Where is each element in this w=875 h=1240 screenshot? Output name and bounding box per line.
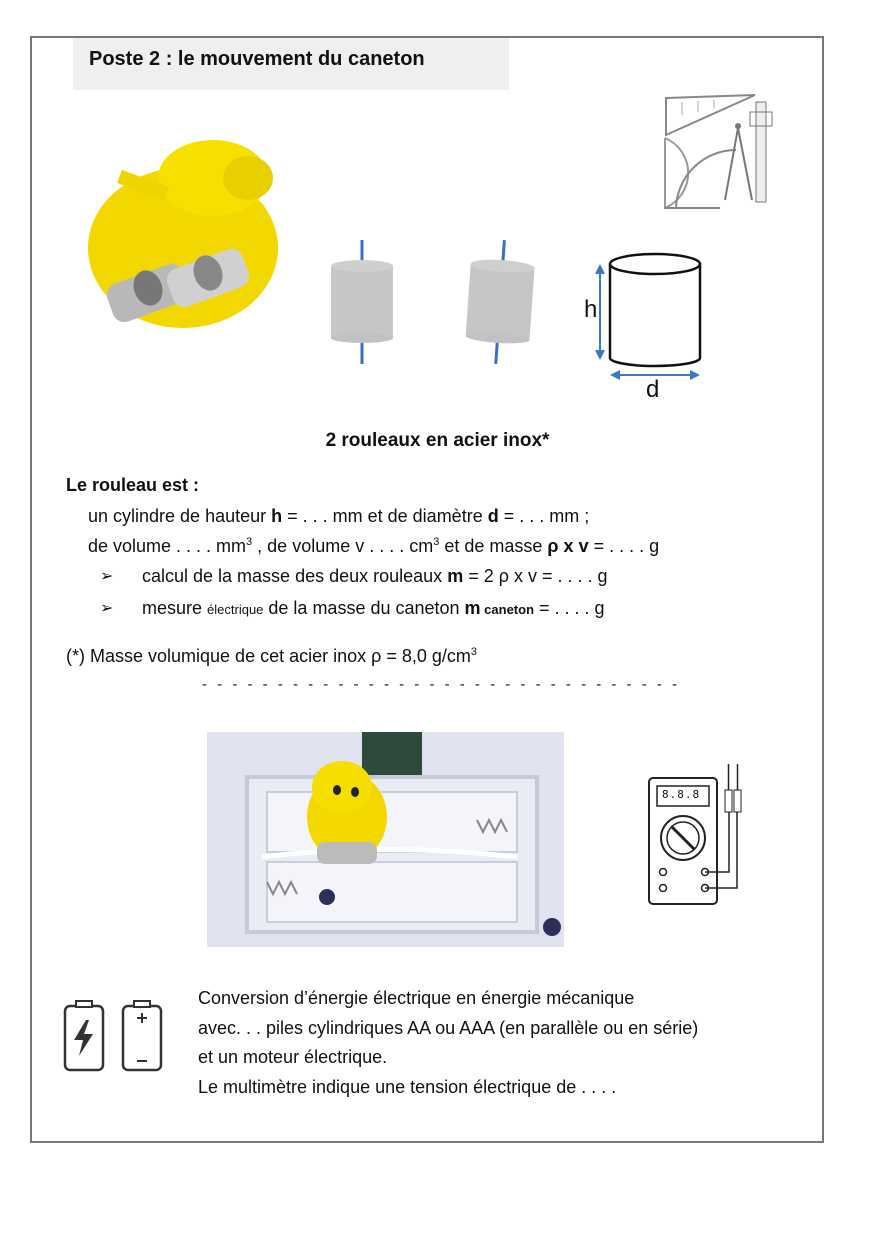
line-mass-calc: calcul de la masse des deux rouleaux m = 2 ρ x v = . . . . g [142,566,608,586]
batteries-icon [62,1000,172,1075]
battery-box-photo [207,732,564,947]
line-dimensions: un cylindre de hauteur h = . . . mm et de diamètre d = . . . mm ; [88,506,590,526]
bullet-arrow-icon: ➢ [100,568,114,585]
diameter-label: d [646,376,660,403]
geometry-tools-icon [660,90,780,215]
figure-caption: 2 rouleaux en acier inox* [325,430,550,451]
height-label: h [584,296,598,323]
line-mass-measure: mesure électrique de la masse du caneton m caneton = . . . . g [142,598,605,618]
cylinder-dimension-diagram [580,248,710,408]
bullet-arrow-icon: ➢ [100,600,114,617]
line-volume: de volume . . . . $mm^3$ , de volume v . . . . $cm^3$ et de masse ρ x v = . . . . g [88,536,660,556]
energy-conversion-text: Conversion d’énergie électrique en énergie mécanique avec. . . piles cylindriques AA ou AAA (en parallèle ou en série) et un moteur électrique. Le multimètre indique une tension électrique de . . . . [198,988,699,1097]
density-note: (*) Masse volumique de cet acier inox ρ = 8,0 $g/cm^3$ [66,646,478,666]
separator-dashes: - - - - - - - - - - - - - - - - - - - - - - - - - - - - - - - - [202,676,681,693]
multimeter-display: 8.8.8 [662,788,701,801]
multimeter-icon [645,760,745,908]
roller-cylinder-icon [325,238,400,368]
duck-rollers-photo [78,138,278,338]
section-heading: Le rouleau est : [66,475,200,495]
page-title: Poste 2 : le mouvement du caneton [89,48,425,70]
roller-cylinder-tilted-icon [460,238,540,368]
